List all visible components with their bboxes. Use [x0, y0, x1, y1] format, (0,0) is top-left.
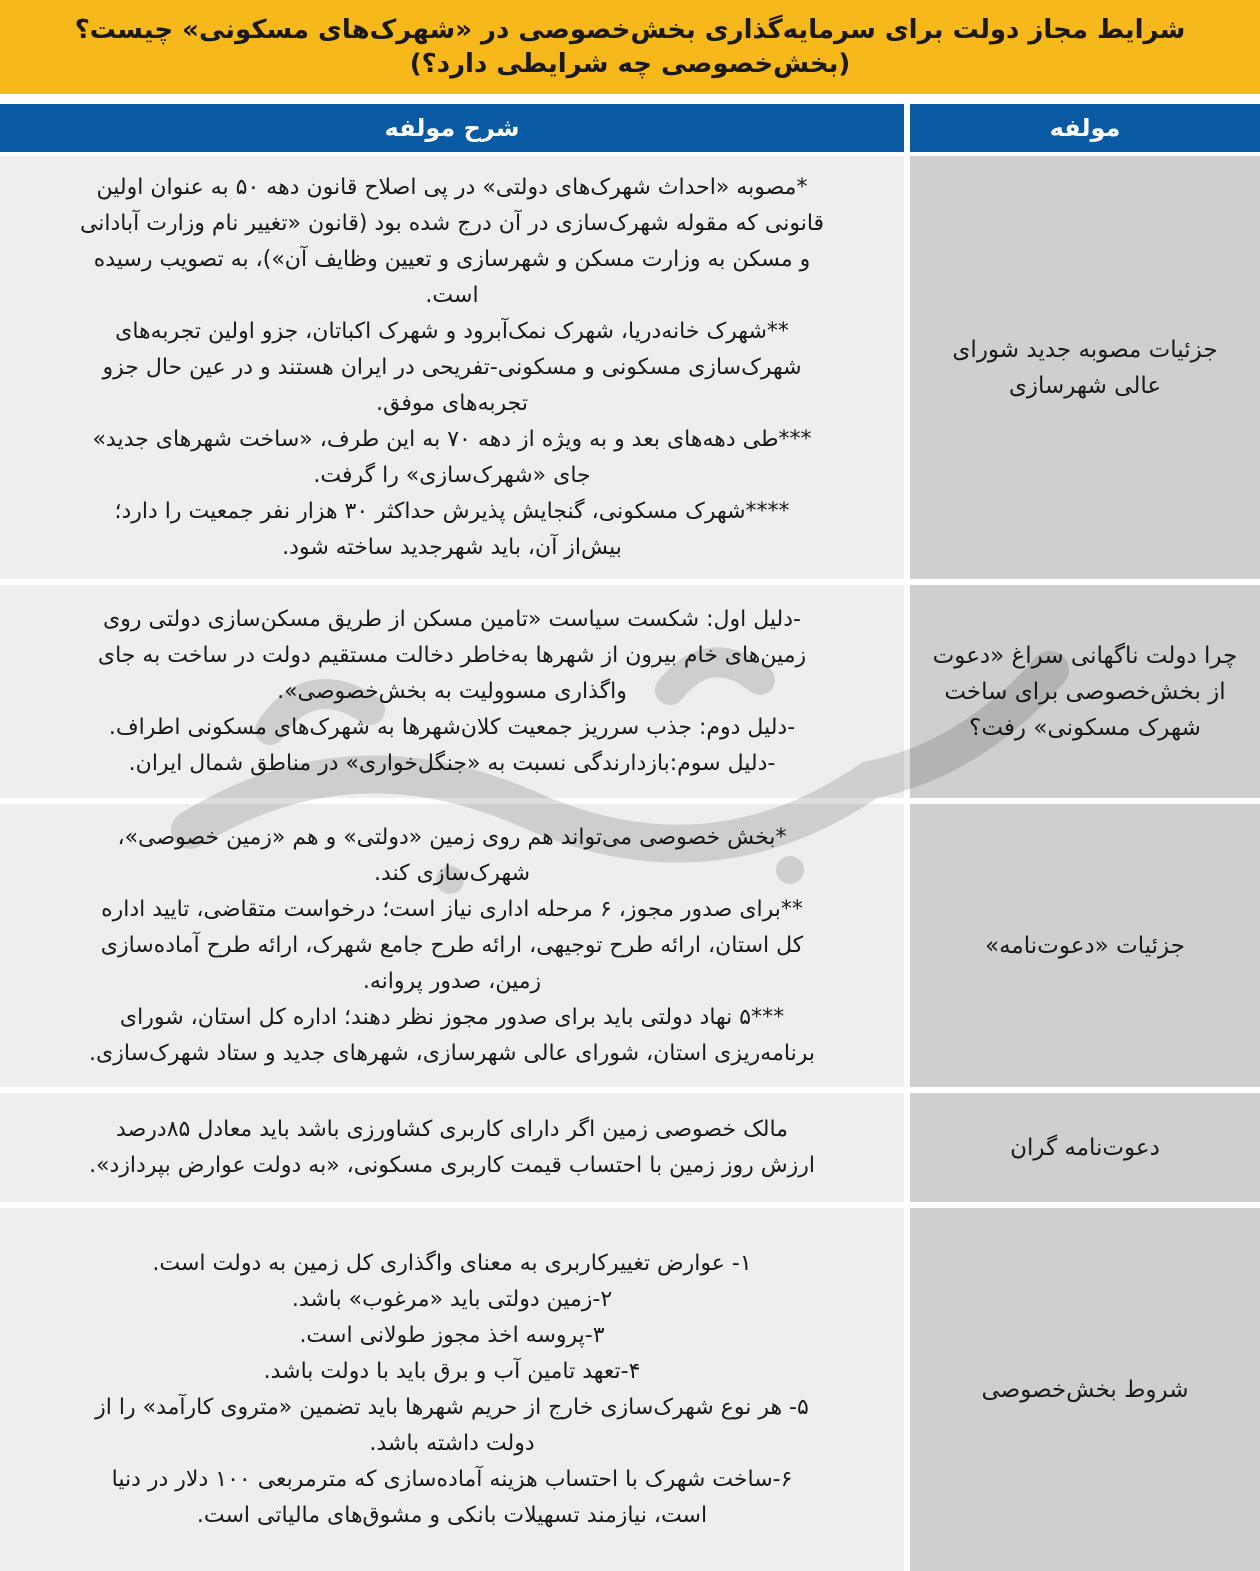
column-header-description: شرح مولفه: [0, 104, 904, 152]
row-content: [0, 156, 904, 579]
content-line: ۱- عوارض تغییرکاربری به معنای واگذاری کل زمین به دولت است.: [152, 1250, 752, 1276]
row-label: چرا دولت ناگهانی سراغ «دعوت از بخش‌خصوصی برای ساخت شهرک مسکونی» رفت؟: [910, 585, 1260, 798]
content-line: **شهرک خانه‌دریا، شهرک نمک‌آبرود و شهرک اکباتان، جزو اولین تجربه‌های: [115, 318, 789, 344]
page-title: [0, 0, 1260, 94]
column-header-component: مولفه: [910, 104, 1260, 152]
content-line: ۴-تعهد تامین آب و برق باید با دولت باشد.: [263, 1358, 641, 1384]
content-line: **برای صدور مجوز، ۶ مرحله اداری نیاز است؛ درخواست متقاضی، تایید اداره: [101, 896, 803, 922]
content-line: است.: [425, 282, 479, 308]
table-row: [0, 1208, 1260, 1571]
content-line: قانونی که مقوله شهرک‌سازی در آن درج شده بود (قانون «تغییر نام وزارت آبادانی: [79, 210, 825, 236]
content-line: واگذاری مسوولیت به بخش‌خصوصی».: [277, 678, 627, 704]
content-line: جای «شهرک‌سازی» را گرفت.: [313, 462, 591, 488]
content-line: ۲-زمین دولتی باید «مرغوب» باشد.: [291, 1286, 613, 1312]
content-line: ***۵ نهاد دولتی باید برای صدور مجوز نظر دهند؛ اداره کل استان، شورای: [119, 1004, 785, 1030]
content-line: ۵- هر نوع شهرک‌سازی خارج از حریم شهرها باید تضمین «متروی کارآمد» را از: [95, 1394, 809, 1420]
content-line: کل استان، ارائه طرح توجیهی، ارائه طرح جامع شهرک، ارائه طرح آماده‌سازی: [100, 932, 804, 958]
content-line: بیش‌از آن، باید شهرجدید ساخته شود.: [282, 534, 622, 560]
title-line-2: (بخش‌خصوصی چه شرایطی دارد؟): [409, 49, 851, 79]
content-line: ***طی دهه‌های بعد و به ویژه از دهه ۷۰ به این طرف، «ساخت شهرهای جدید»: [92, 426, 812, 452]
content-line: ****شهرک مسکونی، گنجایش پذیرش حداکثر ۳۰ هزار نفر جمعیت را دارد؛: [114, 498, 790, 524]
row-label: جزئیات «دعوت‌نامه»: [910, 804, 1260, 1087]
content-line: و مسکن به وزارت مسکن و شهرسازی و تعیین وظایف آن»)، به تصویب رسیده: [93, 246, 811, 272]
table-row: [0, 804, 1260, 1087]
content-line: شهرک‌سازی مسکونی و مسکونی-تفریحی در ایران هستند و در عین حال جزو: [102, 354, 802, 380]
content-line: مالک خصوصی زمین اگر دارای کاربری کشاورزی باشد باید معادل ۸۵درصد: [116, 1116, 788, 1142]
table-row: [0, 1093, 1260, 1202]
content-line: *مصوبه «احداث شهرک‌های دولتی» در پی اصلاح قانون دهه ۵۰ به عنوان اولین: [96, 174, 808, 200]
row-content: [0, 1208, 904, 1571]
row-content: [0, 585, 904, 798]
content-line: زمین‌های خام بیرون از شهرها به‌خاطر دخالت مستقیم دولت در ساخت به جای: [97, 642, 807, 668]
content-line: -دلیل اول: شکست سیاست «تامین مسکن از طریق مسکن‌سازی دولتی روی: [103, 606, 801, 632]
table-row: [0, 156, 1260, 579]
row-label: شروط بخش‌خصوصی: [910, 1208, 1260, 1571]
content-line: است، نیازمند تسهیلات بانکی و مشوق‌های مالیاتی است.: [196, 1502, 708, 1528]
content-line: زمین، صدور پروانه.: [362, 968, 542, 994]
content-line: برنامه‌ریزی استان، شورای عالی شهرسازی، شهرهای جدید و ستاد شهرک‌سازی.: [89, 1040, 815, 1066]
content-line: ارزش روز زمین با احتساب قیمت کاربری مسکونی، «به دولت عوارض بپردازد».: [89, 1152, 815, 1178]
content-line: دولت داشته باشد.: [369, 1430, 535, 1456]
content-line: -دلیل دوم: جذب سرریز جمعیت کلان‌شهرها به شهرک‌های مسکونی اطراف.: [108, 714, 796, 740]
title-line-1: شرایط مجاز دولت برای سرمایه‌گذاری بخش‌خصوصی در «شهرک‌های مسکونی» چیست؟: [74, 15, 1186, 45]
content-line: ۳-پروسه اخذ مجوز طولانی است.: [299, 1322, 605, 1348]
table-row: [0, 585, 1260, 798]
row-content: [0, 1093, 904, 1202]
row-content: [0, 804, 904, 1087]
content-line: تجربه‌های موفق.: [376, 390, 528, 416]
content-line: شهرک‌سازی کند.: [373, 860, 531, 886]
content-line: -دلیل سوم:بازدارندگی نسبت به «جنگل‌خواری» در مناطق شمال ایران.: [128, 750, 776, 776]
content-line: *بخش خصوصی می‌تواند هم روی زمین «دولتی» و هم «زمین خصوصی»،: [117, 824, 787, 850]
content-line: ۶-ساخت شهرک با احتساب هزینه آماده‌سازی که مترمربعی ۱۰۰ دلار در دنیا: [111, 1466, 793, 1492]
row-label: دعوت‌نامه گران: [910, 1093, 1260, 1202]
row-label: جزئیات مصوبه جدید شورای عالی شهرسازی: [910, 156, 1260, 579]
